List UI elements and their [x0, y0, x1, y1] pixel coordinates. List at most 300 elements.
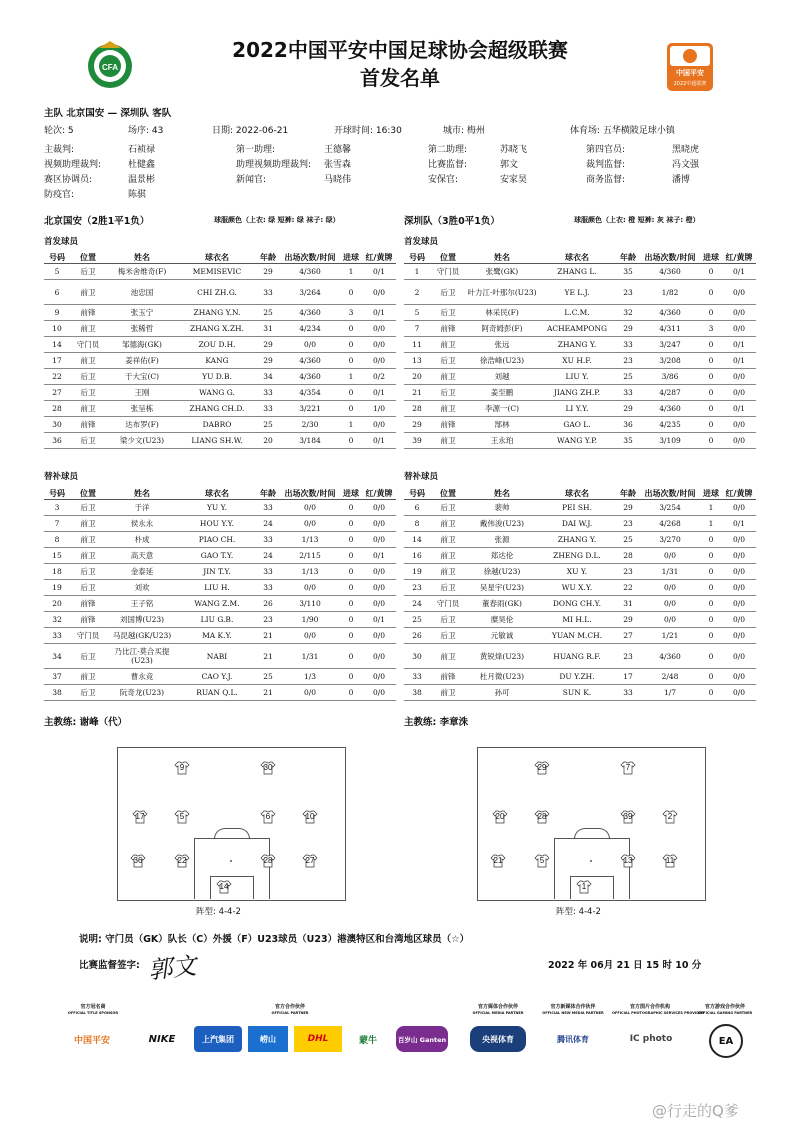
apps-minutes: 1/21 [640, 628, 700, 644]
table-row [404, 516, 756, 532]
position: 后卫 [70, 385, 106, 401]
goals: 0 [340, 564, 362, 580]
player-name: 刘国博(U23) [106, 612, 178, 628]
cards: 0/1 [722, 401, 756, 417]
position: 后卫 [430, 628, 466, 644]
apps-minutes: 3/208 [640, 353, 700, 369]
player-name: 池忠国 [106, 280, 178, 305]
table-row [404, 417, 756, 433]
goals: 0 [700, 433, 722, 449]
player-shirt [620, 810, 636, 824]
shirt-name: MA K.Y. [178, 628, 256, 644]
table-row [404, 644, 756, 669]
apps-minutes: 2/30 [280, 417, 340, 433]
apps-minutes: 1/31 [280, 644, 340, 669]
official-name: 郭文 [500, 160, 519, 170]
apps-minutes: 4/360 [640, 305, 700, 321]
apps-minutes: 4/360 [280, 369, 340, 385]
shirt-name: DAI W.J. [538, 516, 616, 532]
cards: 0/0 [362, 580, 396, 596]
shirt-name: ZHANG CH.D. [178, 401, 256, 417]
player-name: 梅米舍维奇(F) [106, 264, 178, 280]
shirt-number-label: 36 [133, 856, 143, 865]
shirt-name: PEI SH. [538, 500, 616, 516]
age: 33 [256, 385, 280, 401]
shirt-number: 8 [404, 516, 430, 532]
apps-minutes: 4/287 [640, 385, 700, 401]
table-row [404, 369, 756, 385]
player-name: 郜林 [466, 417, 538, 433]
shirt-name: CHI ZH.G. [178, 280, 256, 305]
shirt-number: 30 [44, 417, 70, 433]
shirt-name: CAO Y.J. [178, 669, 256, 685]
table-row [44, 596, 396, 612]
venue: 体育场: 五华横陂足球小镇 [570, 126, 675, 136]
cctv-sports-logo: 央视体育 [470, 1026, 526, 1052]
player-shirt [260, 761, 276, 775]
shirt-number-label: 9 [179, 763, 185, 772]
table-row [44, 369, 396, 385]
table-row [404, 628, 756, 644]
home-subs-table [44, 487, 396, 701]
cards: 0/0 [722, 500, 756, 516]
apps-minutes: 4/360 [280, 305, 340, 321]
age: 24 [256, 516, 280, 532]
csl-year-text: 2022中超联赛 [673, 81, 707, 87]
shirt-number: 23 [404, 580, 430, 596]
shirt-number: 6 [404, 500, 430, 516]
table-row [44, 532, 396, 548]
cards: 0/0 [362, 644, 396, 669]
table-row [404, 500, 756, 516]
shirt-number: 39 [404, 433, 430, 449]
goals: 0 [700, 417, 722, 433]
cards: 0/0 [722, 369, 756, 385]
shirt-number: 38 [404, 685, 430, 701]
official-role: 第四官员: [586, 145, 626, 155]
column-header: 位置 [70, 487, 106, 500]
home-formation-pitch [117, 747, 346, 901]
position: 前卫 [70, 321, 106, 337]
player-shirt [174, 810, 190, 824]
player-name: 郑达伦 [466, 548, 538, 564]
saic-logo: 上汽集团 [194, 1026, 242, 1052]
column-header: 姓名 [106, 487, 178, 500]
penalty-spot [230, 860, 232, 862]
shirt-number: 17 [44, 353, 70, 369]
cards: 0/0 [722, 305, 756, 321]
player-name: 金泰延 [106, 564, 178, 580]
player-shirt [490, 854, 506, 868]
player-name: 邹德海(GK) [106, 337, 178, 353]
table-row [404, 305, 756, 321]
shirt-number: 28 [44, 401, 70, 417]
column-header: 号码 [44, 251, 70, 264]
ganten-logo: 百岁山 Ganten [396, 1026, 448, 1052]
shirt-name: DABRO [178, 417, 256, 433]
shirt-number: 2 [404, 280, 430, 305]
player-shirt [620, 854, 636, 868]
shirt-number-label: 11 [665, 856, 675, 865]
goals: 0 [340, 433, 362, 449]
shirt-number: 27 [44, 385, 70, 401]
shirt-number: 13 [404, 353, 430, 369]
age: 29 [256, 264, 280, 280]
shirt-name: GAO T.Y. [178, 548, 256, 564]
goals: 1 [700, 500, 722, 516]
position: 前卫 [70, 353, 106, 369]
player-name: 黄锐烽(U23) [466, 644, 538, 669]
age: 33 [256, 280, 280, 305]
column-header: 出场次数/时间 [640, 487, 700, 500]
apps-minutes: 4/354 [280, 385, 340, 401]
age: 35 [616, 433, 640, 449]
column-header: 红/黄牌 [362, 251, 396, 264]
cards: 0/1 [722, 264, 756, 280]
shirt-name: MEMISEVIC [178, 264, 256, 280]
age: 22 [616, 580, 640, 596]
player-name: 徐越(U23) [466, 564, 538, 580]
goals: 0 [700, 580, 722, 596]
player-name: 王永珀 [466, 433, 538, 449]
official-role: 商务监督: [586, 175, 626, 185]
age: 23 [256, 612, 280, 628]
away-coach: 主教练: 李章洙 [404, 717, 469, 728]
player-name: 姜祥佑(F) [106, 353, 178, 369]
table-row [44, 669, 396, 685]
goals: 0 [340, 580, 362, 596]
home-starters-table [44, 251, 396, 449]
away-kit-colors: 球服颜色（上衣: 橙 短裤: 灰 袜子: 橙） [574, 216, 700, 224]
shirt-number: 33 [404, 669, 430, 685]
cards: 0/0 [362, 353, 396, 369]
cards: 0/0 [722, 564, 756, 580]
position: 前卫 [70, 401, 106, 417]
age: 20 [256, 433, 280, 449]
player-shirt [620, 761, 636, 775]
column-header: 球衣名 [178, 251, 256, 264]
age: 36 [616, 417, 640, 433]
position: 守门员 [70, 628, 106, 644]
cards: 0/1 [362, 548, 396, 564]
age: 31 [256, 321, 280, 337]
document-subtitle: 首发名单 [360, 66, 440, 90]
column-header: 出场次数/时间 [280, 487, 340, 500]
goals: 0 [340, 532, 362, 548]
table-row [44, 433, 396, 449]
shirt-number: 7 [404, 321, 430, 337]
shirt-number: 38 [44, 685, 70, 701]
cards: 0/2 [362, 369, 396, 385]
player-name: 姜至鹏 [466, 385, 538, 401]
player-name: 徐浩峰(U23) [466, 353, 538, 369]
player-shirt [174, 854, 190, 868]
shirt-name: DU Y.ZH. [538, 669, 616, 685]
shirt-name: JIN T.Y. [178, 564, 256, 580]
goals: 0 [340, 685, 362, 701]
cards: 0/0 [722, 628, 756, 644]
age: 29 [616, 321, 640, 337]
shirt-number: 28 [404, 401, 430, 417]
official-name: 张雪森 [324, 160, 352, 170]
column-header: 球衣名 [178, 487, 256, 500]
table-row [44, 500, 396, 516]
player-name: 孙可 [466, 685, 538, 701]
position: 前卫 [70, 532, 106, 548]
home-coach: 主教练: 谢峰（代） [44, 717, 128, 728]
goals: 0 [700, 669, 722, 685]
shirt-number: 10 [44, 321, 70, 337]
position: 前锋 [430, 669, 466, 685]
home-team-name: 北京国安（2胜1平1负） [44, 216, 150, 227]
apps-minutes: 3/264 [280, 280, 340, 305]
position: 后卫 [70, 644, 106, 669]
cards: 0/0 [722, 532, 756, 548]
shirt-name: WANG Y.P. [538, 433, 616, 449]
apps-minutes: 4/235 [640, 417, 700, 433]
player-name: 侯永永 [106, 516, 178, 532]
apps-minutes: 2/115 [280, 548, 340, 564]
shirt-number-label: 6 [265, 812, 271, 821]
player-name: 戴伟浚(U23) [466, 516, 538, 532]
position: 前卫 [70, 669, 106, 685]
table-row [44, 321, 396, 337]
column-header: 红/黄牌 [722, 251, 756, 264]
official-name: 苏晓飞 [500, 145, 528, 155]
position: 后卫 [430, 305, 466, 321]
shirt-number: 1 [404, 264, 430, 280]
table-row [44, 548, 396, 564]
age: 17 [616, 669, 640, 685]
age: 33 [256, 564, 280, 580]
age: 33 [256, 580, 280, 596]
apps-minutes: 4/360 [640, 401, 700, 417]
goals: 0 [700, 564, 722, 580]
player-shirt [662, 854, 678, 868]
age: 25 [616, 369, 640, 385]
cards: 0/0 [362, 500, 396, 516]
goals: 0 [700, 628, 722, 644]
shirt-name: ZHENG D.L. [538, 548, 616, 564]
column-header: 进球 [700, 487, 722, 500]
goals: 0 [340, 385, 362, 401]
table-header-row [404, 487, 756, 500]
cards: 0/1 [722, 337, 756, 353]
shirt-name: LIU H. [178, 580, 256, 596]
player-shirt [302, 810, 318, 824]
age: 29 [256, 337, 280, 353]
penalty-arc [214, 828, 250, 839]
apps-minutes: 4/360 [280, 353, 340, 369]
position: 前卫 [430, 548, 466, 564]
away-formation: 阵型: 4-4-2 [556, 907, 601, 917]
cards: 0/1 [362, 612, 396, 628]
apps-minutes: 3/184 [280, 433, 340, 449]
shirt-number: 8 [44, 532, 70, 548]
player-name: 李源一(C) [466, 401, 538, 417]
player-name: 乃比江·莫合买提(U23) [106, 644, 178, 669]
cards: 0/0 [362, 532, 396, 548]
apps-minutes: 1/3 [280, 669, 340, 685]
shirt-number: 21 [404, 385, 430, 401]
shirt-name: L.C.M. [538, 305, 616, 321]
player-shirt [534, 810, 550, 824]
official-name: 陈骐 [128, 190, 147, 200]
table-row [404, 321, 756, 337]
supervisor-signature: 郭文 [146, 951, 198, 985]
apps-minutes: 0/0 [280, 500, 340, 516]
cards: 0/0 [722, 280, 756, 305]
shirt-name: HOU Y.Y. [178, 516, 256, 532]
position: 后卫 [430, 612, 466, 628]
position: 后卫 [70, 264, 106, 280]
new-media-partner-label: 官方新媒体合作伙伴 OFFICIAL NEW MEDIA PARTNER [542, 1004, 604, 1015]
table-header-row [404, 251, 756, 264]
column-header: 号码 [44, 487, 70, 500]
player-name: 林采民(F) [466, 305, 538, 321]
column-header: 进球 [700, 251, 722, 264]
table-row [404, 433, 756, 449]
official-name: 潘博 [672, 175, 691, 185]
shirt-name: ZHANG Y. [538, 532, 616, 548]
age: 26 [256, 596, 280, 612]
shirt-number: 18 [44, 564, 70, 580]
goals: 3 [700, 321, 722, 337]
apps-minutes: 0/0 [280, 628, 340, 644]
cards: 0/0 [362, 280, 396, 305]
shirt-number-label: 39 [623, 812, 633, 821]
apps-minutes: 1/90 [280, 612, 340, 628]
shirt-name: MI H.L. [538, 612, 616, 628]
cards: 0/0 [362, 685, 396, 701]
position: 守门员 [70, 337, 106, 353]
table-row [44, 353, 396, 369]
goals: 0 [700, 264, 722, 280]
table-row [404, 669, 756, 685]
age: 21 [256, 685, 280, 701]
position: 前卫 [430, 337, 466, 353]
table-row [44, 305, 396, 321]
shirt-number: 37 [44, 669, 70, 685]
player-name: 梁少文(U23) [106, 433, 178, 449]
position: 前锋 [70, 612, 106, 628]
apps-minutes: 0/0 [280, 685, 340, 701]
player-name: 朴成 [106, 532, 178, 548]
column-header: 出场次数/时间 [640, 251, 700, 264]
cards: 1/0 [362, 401, 396, 417]
cards: 0/0 [722, 669, 756, 685]
age: 29 [616, 612, 640, 628]
apps-minutes: 4/360 [640, 264, 700, 280]
shirt-number-label: 27 [305, 856, 315, 865]
apps-minutes: 1/7 [640, 685, 700, 701]
age: 25 [256, 669, 280, 685]
shirt-name: ZHANG Y. [538, 337, 616, 353]
position: 后卫 [70, 580, 106, 596]
player-name: 曹永竞 [106, 669, 178, 685]
column-header: 年龄 [256, 251, 280, 264]
position: 后卫 [70, 369, 106, 385]
shirt-name: YU D.B. [178, 369, 256, 385]
shirt-number: 16 [404, 548, 430, 564]
goals: 0 [340, 548, 362, 564]
cards: 0/0 [362, 337, 396, 353]
official-role: 第一助理: [236, 145, 276, 155]
goals: 0 [340, 401, 362, 417]
shirt-number: 14 [404, 532, 430, 548]
shirt-number-label: 30 [263, 763, 273, 772]
cards: 0/0 [362, 564, 396, 580]
table-row [44, 628, 396, 644]
shirt-number: 29 [404, 417, 430, 433]
column-header: 姓名 [106, 251, 178, 264]
column-header: 球衣名 [538, 487, 616, 500]
home-starters-label: 首发球员 [44, 237, 79, 247]
age: 29 [256, 353, 280, 369]
apps-minutes: 3/247 [640, 337, 700, 353]
apps-minutes: 3/270 [640, 532, 700, 548]
shirt-number: 36 [44, 433, 70, 449]
cards: 0/0 [362, 417, 396, 433]
player-shirt [260, 854, 276, 868]
table-row [44, 564, 396, 580]
table-row [404, 532, 756, 548]
column-header: 年龄 [616, 251, 640, 264]
shirt-number: 24 [404, 596, 430, 612]
goals: 0 [700, 337, 722, 353]
home-formation: 阵型: 4-4-2 [196, 907, 241, 917]
table-row [404, 564, 756, 580]
cards: 0/1 [362, 305, 396, 321]
age: 28 [616, 548, 640, 564]
match-date: 日期: 2022-06-21 [212, 126, 289, 136]
shirt-name: XU H.F. [538, 353, 616, 369]
player-name: 元敏诚 [466, 628, 538, 644]
shirt-number-label: 1 [581, 882, 587, 891]
official-name: 马晓伟 [324, 175, 352, 185]
legend-note: 说明: 守门员（GK）队长（C）外援（F）U23球员（U23）港澳特区和台湾地区球员（☆） [79, 934, 470, 945]
apps-minutes: 2/48 [640, 669, 700, 685]
shirt-number-label: 2 [667, 812, 673, 821]
position: 前卫 [430, 532, 466, 548]
goals: 0 [340, 280, 362, 305]
cards: 0/0 [722, 596, 756, 612]
apps-minutes: 4/360 [280, 264, 340, 280]
shirt-number: 9 [44, 305, 70, 321]
signature-label: 比赛监督签字: [79, 960, 140, 971]
apps-minutes: 1/82 [640, 280, 700, 305]
goals: 0 [340, 516, 362, 532]
ea-logo: EA [709, 1024, 743, 1058]
official-role: 安保官: [428, 175, 459, 185]
column-header: 姓名 [466, 487, 538, 500]
apps-minutes: 4/311 [640, 321, 700, 337]
shirt-name: YUAN M.CH. [538, 628, 616, 644]
position: 后卫 [70, 433, 106, 449]
city: 城市: 梅州 [443, 126, 485, 136]
shirt-number: 34 [44, 644, 70, 669]
table-row [404, 548, 756, 564]
age: 21 [256, 628, 280, 644]
age: 23 [616, 280, 640, 305]
player-shirt [132, 810, 148, 824]
partner-label: 官方合作伙伴 OFFICIAL PARTNER [271, 1004, 309, 1015]
player-shirt [576, 880, 592, 894]
table-row [404, 580, 756, 596]
position: 前卫 [430, 685, 466, 701]
player-name: 张稀哲 [106, 321, 178, 337]
column-header: 号码 [404, 487, 430, 500]
